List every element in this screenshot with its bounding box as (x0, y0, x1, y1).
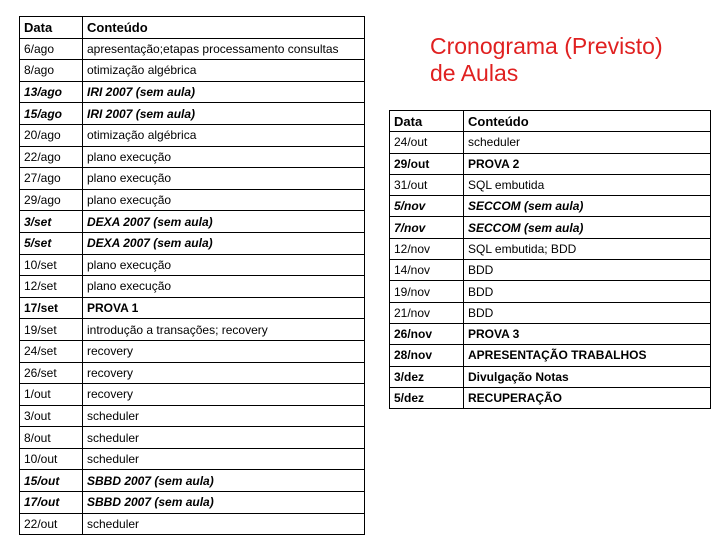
row-content: scheduler (83, 427, 365, 449)
table-row (20, 384, 365, 406)
row-content: plano execução (83, 254, 365, 276)
table-row (20, 470, 365, 492)
row-content: PROVA 3 (464, 323, 711, 344)
table-row (20, 38, 365, 60)
row-date: 1/out (20, 384, 83, 406)
header-date: Data (20, 17, 83, 39)
row-date: 14/nov (390, 260, 464, 281)
row-date: 21/nov (390, 302, 464, 323)
table-row (390, 174, 711, 195)
row-content: recovery (83, 362, 365, 384)
row-date: 3/dez (390, 366, 464, 387)
table-row (20, 427, 365, 449)
schedule-table-right (389, 110, 711, 409)
row-content: Divulgação Notas (464, 366, 711, 387)
row-content: scheduler (83, 448, 365, 470)
row-content: plano execução (83, 189, 365, 211)
row-date: 27/ago (20, 168, 83, 190)
table-row (20, 319, 365, 341)
table-row (20, 81, 365, 103)
row-content: introdução a transações; recovery (83, 319, 365, 341)
table-row (20, 146, 365, 168)
table-row (20, 60, 365, 82)
table-row (390, 387, 711, 408)
row-content: otimização algébrica (83, 124, 365, 146)
table-row (390, 217, 711, 238)
row-date: 13/ago (20, 81, 83, 103)
row-content: SECCOM (sem aula) (464, 217, 711, 238)
row-content: IRI 2007 (sem aula) (83, 103, 365, 125)
table-row (390, 323, 711, 344)
row-content: scheduler (464, 132, 711, 153)
table-row (390, 153, 711, 174)
row-content: APRESENTAÇÃO TRABALHOS (464, 345, 711, 366)
row-date: 3/set (20, 211, 83, 233)
row-date: 20/ago (20, 124, 83, 146)
row-date: 17/set (20, 297, 83, 319)
row-date: 24/out (390, 132, 464, 153)
table-row (20, 254, 365, 276)
row-content: PROVA 2 (464, 153, 711, 174)
row-content: plano execução (83, 146, 365, 168)
row-date: 31/out (390, 174, 464, 195)
row-date: 5/set (20, 232, 83, 254)
row-date: 19/nov (390, 281, 464, 302)
row-content: SBBD 2007 (sem aula) (83, 470, 365, 492)
title-line-2: de Aulas (430, 60, 519, 86)
table-row (20, 189, 365, 211)
row-date: 29/out (390, 153, 464, 174)
row-date: 15/ago (20, 103, 83, 125)
row-date: 24/set (20, 340, 83, 362)
row-date: 29/ago (20, 189, 83, 211)
row-content: recovery (83, 340, 365, 362)
row-date: 10/set (20, 254, 83, 276)
row-content: BDD (464, 281, 711, 302)
row-date: 5/dez (390, 387, 464, 408)
row-content: SQL embutida; BDD (464, 238, 711, 259)
row-date: 26/nov (390, 323, 464, 344)
row-date: 7/nov (390, 217, 464, 238)
table-row (20, 405, 365, 427)
schedule-table-left (19, 16, 365, 535)
row-date: 3/out (20, 405, 83, 427)
row-content: scheduler (83, 405, 365, 427)
table-row (390, 132, 711, 153)
table-row (390, 196, 711, 217)
row-date: 17/out (20, 492, 83, 514)
row-date: 8/out (20, 427, 83, 449)
table-row (20, 124, 365, 146)
header-content: Conteúdo (83, 17, 365, 39)
row-content: BDD (464, 260, 711, 281)
row-content: plano execução (83, 276, 365, 298)
row-content: DEXA 2007 (sem aula) (83, 211, 365, 233)
row-content: IRI 2007 (sem aula) (83, 81, 365, 103)
table-row (20, 103, 365, 125)
row-date: 19/set (20, 319, 83, 341)
table-row (20, 276, 365, 298)
row-content: scheduler (83, 513, 365, 535)
row-date: 5/nov (390, 196, 464, 217)
table-row (20, 168, 365, 190)
table-row (390, 302, 711, 323)
table-row (390, 260, 711, 281)
row-date: 12/set (20, 276, 83, 298)
row-date: 26/set (20, 362, 83, 384)
table-row (390, 281, 711, 302)
row-content: SBBD 2007 (sem aula) (83, 492, 365, 514)
row-date: 15/out (20, 470, 83, 492)
row-content: RECUPERAÇÃO (464, 387, 711, 408)
row-content: DEXA 2007 (sem aula) (83, 232, 365, 254)
row-content: BDD (464, 302, 711, 323)
row-date: 12/nov (390, 238, 464, 259)
row-date: 28/nov (390, 345, 464, 366)
row-content: apresentação;etapas processamento consultas (83, 38, 365, 60)
table-row (390, 345, 711, 366)
table-header-row (20, 17, 365, 39)
table-row (20, 297, 365, 319)
table-row (390, 238, 711, 259)
row-content: otimização algébrica (83, 60, 365, 82)
row-date: 22/out (20, 513, 83, 535)
table-row (20, 362, 365, 384)
row-content: plano execução (83, 168, 365, 190)
page-title (430, 33, 663, 87)
row-content: SQL embutida (464, 174, 711, 195)
table-row (20, 232, 365, 254)
row-content: SECCOM (sem aula) (464, 196, 711, 217)
header-content: Conteúdo (464, 111, 711, 132)
header-date: Data (390, 111, 464, 132)
row-date: 6/ago (20, 38, 83, 60)
table-row (20, 448, 365, 470)
row-content: recovery (83, 384, 365, 406)
table-row (20, 492, 365, 514)
table-row (20, 211, 365, 233)
table-row (20, 513, 365, 535)
table-row (390, 366, 711, 387)
title-line-1: Cronograma (Previsto) (430, 33, 663, 59)
row-date: 10/out (20, 448, 83, 470)
table-row (20, 340, 365, 362)
row-content: PROVA 1 (83, 297, 365, 319)
row-date: 22/ago (20, 146, 83, 168)
row-date: 8/ago (20, 60, 83, 82)
table-header-row (390, 111, 711, 132)
